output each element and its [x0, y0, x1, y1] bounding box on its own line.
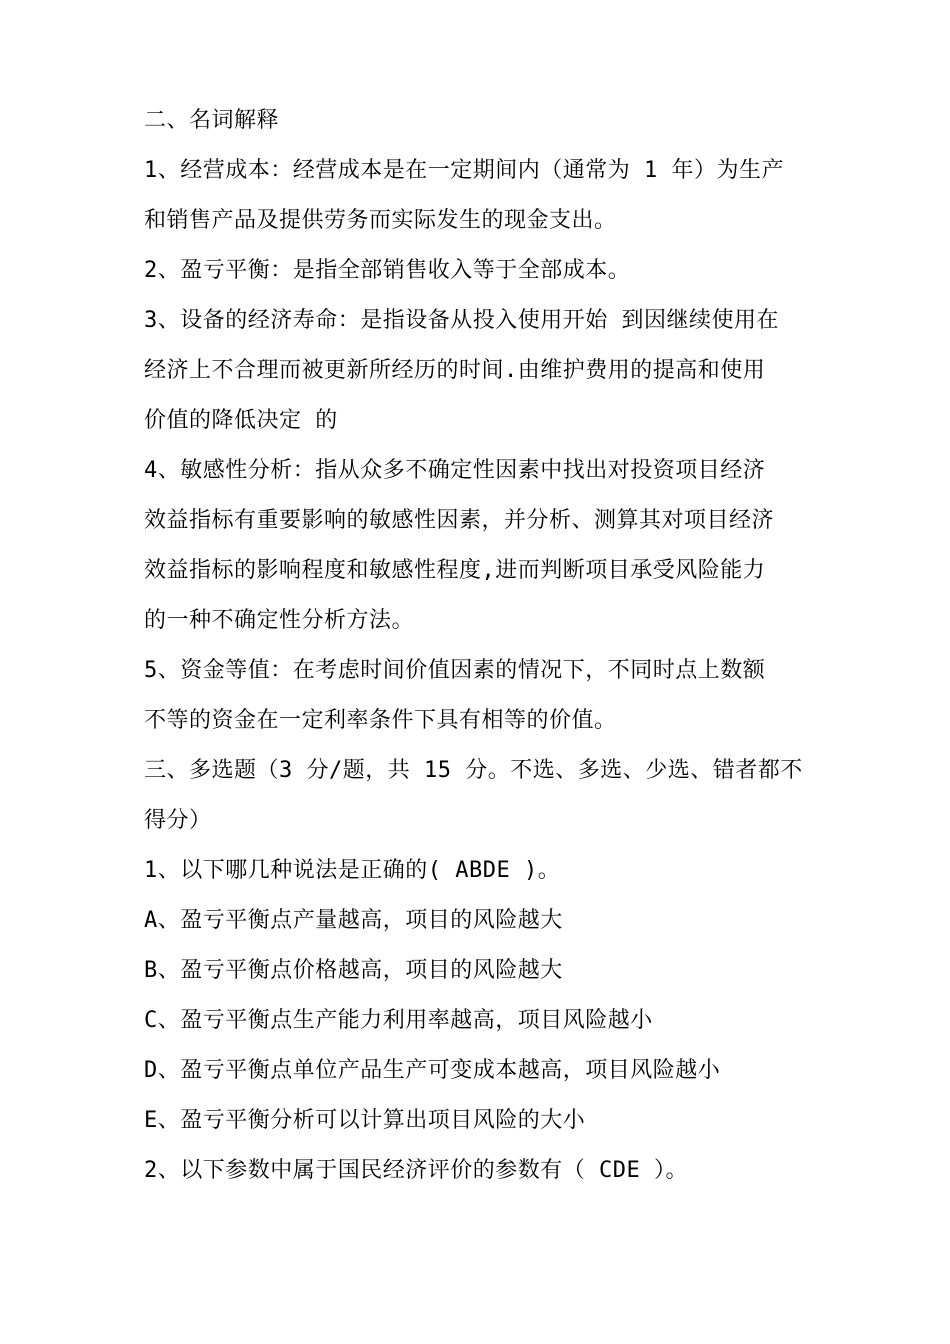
question-1-option-e: E、盈亏平衡分析可以计算出项目风险的大小 — [144, 1108, 586, 1133]
section-heading-term-definitions: 二、名词解释 — [144, 108, 280, 133]
question-1-option-b: B、盈亏平衡点价格越高，项目的风险越大 — [144, 958, 563, 983]
question-2: 2、以下参数中属于国民经济评价的参数有（ CDE ）。 — [144, 1158, 688, 1183]
definition-break-even: 2、盈亏平衡：是指全部销售收入等于全部成本。 — [144, 258, 631, 283]
definition-fund-equivalence-line-2: 不等的资金在一定利率条件下具有相等的价值。 — [144, 708, 617, 733]
definition-economic-life-line-2: 经济上不合理而被更新所经历的时间.由维护费用的提高和使用 — [144, 358, 766, 383]
definition-fund-equivalence-line-1: 5、资金等值：在考虑时间价值因素的情况下，不同时点上数额 — [144, 658, 766, 683]
definition-sensitivity-line-4: 的一种不确定性分析方法。 — [144, 608, 415, 633]
section-heading-multiple-choice-line-1: 三、多选题（3 分/题，共 15 分。不选、多选、少选、错者都不 — [144, 758, 803, 783]
section-heading-multiple-choice-line-2: 得分） — [144, 808, 212, 833]
question-1-option-a: A、盈亏平衡点产量越高，项目的风险越大 — [144, 908, 563, 933]
question-1: 1、以下哪几种说法是正确的( ABDE )。 — [144, 858, 561, 883]
definition-sensitivity-line-3: 效益指标的影响程度和敏感性程度,进而判断项目承受风险能力 — [144, 558, 766, 583]
question-1-option-d: D、盈亏平衡点单位产品生产可变成本越高，项目风险越小 — [144, 1058, 721, 1083]
definition-economic-life-line-3: 价值的降低决定 的 — [144, 408, 338, 433]
definition-sensitivity-line-1: 4、敏感性分析：指从众多不确定性因素中找出对投资项目经济 — [144, 458, 766, 483]
definition-economic-life-line-1: 3、设备的经济寿命：是指设备从投入使用开始 到因继续使用在 — [144, 308, 779, 333]
definition-sensitivity-line-2: 效益指标有重要影响的敏感性因素，并分析、测算其对项目经济 — [144, 508, 775, 533]
definition-operating-cost-line-2: 和销售产品及提供劳务而实际发生的现金支出。 — [144, 208, 617, 233]
document-page — [144, 96, 852, 1196]
definition-operating-cost-line-1: 1、经营成本：经营成本是在一定期间内（通常为 1 年）为生产 — [144, 158, 784, 183]
question-1-option-c: C、盈亏平衡点生产能力利用率越高，项目风险越小 — [144, 1008, 653, 1033]
